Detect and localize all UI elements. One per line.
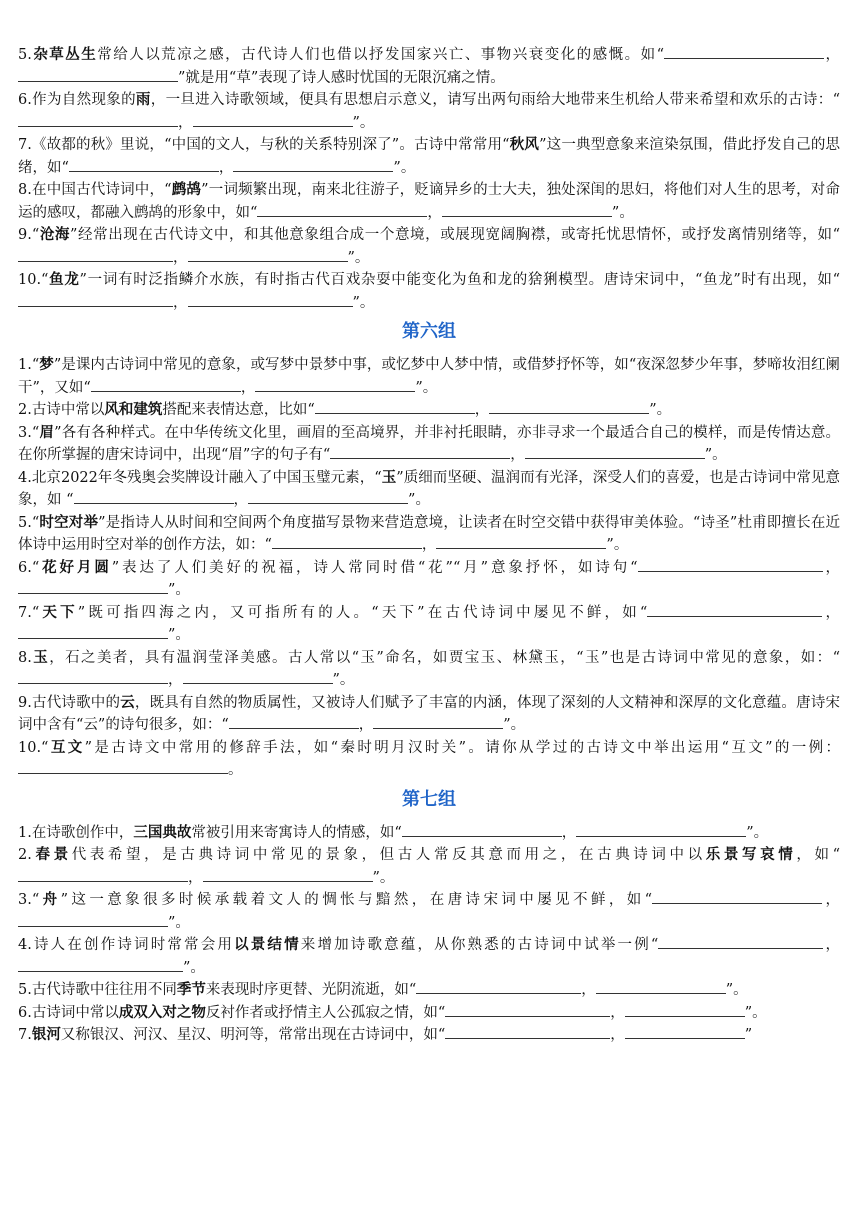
question-text: ”。 — [168, 627, 190, 643]
keyword-text: 天下 — [39, 603, 78, 621]
question-item — [18, 889, 840, 934]
question-text: 10.“ — [18, 739, 49, 756]
question-text: ”。 — [408, 492, 430, 508]
question-text: ， — [173, 249, 188, 266]
keyword-text: 梦 — [39, 356, 54, 373]
keyword-text: 季节 — [176, 981, 206, 998]
keyword-text: 乐景写哀情 — [705, 846, 797, 863]
answer-blank[interactable] — [416, 979, 581, 994]
question-text: ”。 — [744, 1004, 767, 1021]
question-text: ”各有各种样式。在中华传统文化里，画眉的至高境界，并非衬托眼睛，亦非寻求一个最适合自己的模样，而是传情达意。在你所掌握的唐宋诗词中，出现“眉”字的句子有“ — [18, 424, 841, 463]
question-text: 9.“ — [18, 227, 40, 243]
question-text: ， — [822, 604, 841, 621]
answer-blank[interactable] — [18, 247, 173, 262]
question-item — [18, 934, 840, 979]
question-text: 7.“ — [18, 604, 40, 621]
question-item — [18, 557, 840, 602]
answer-blank[interactable] — [658, 934, 823, 949]
question-item — [18, 979, 840, 1002]
question-text: ”。 — [606, 537, 629, 553]
answer-blank[interactable] — [373, 714, 503, 729]
question-text: 反衬作者或抒情主人公孤寂之情，如“ — [205, 1004, 446, 1021]
question-text: 7.《故都的秋》里说，“中国的文人，与秋的关系特别深了”。古诗中常常用“ — [18, 137, 510, 153]
keyword-text: 时空对举 — [39, 513, 99, 531]
answer-blank[interactable] — [91, 377, 241, 392]
answer-blank[interactable] — [652, 889, 822, 904]
answer-blank[interactable] — [69, 157, 219, 172]
question-item — [18, 512, 840, 557]
answer-blank[interactable] — [18, 912, 168, 927]
answer-blank[interactable] — [18, 112, 178, 127]
group-title: 第七组 — [402, 788, 456, 810]
answer-blank[interactable] — [272, 534, 422, 549]
question-text: ”。 — [168, 914, 190, 931]
keyword-text: 杂草丛生 — [31, 46, 98, 63]
question-text: ”。 — [704, 447, 727, 463]
keyword-text: 沧海 — [39, 226, 71, 243]
answer-blank[interactable] — [229, 714, 359, 729]
answer-blank[interactable] — [647, 602, 822, 617]
question-text: ”就是用“草”表现了诗人感时忧国的无限沉痛之情。 — [178, 69, 505, 86]
question-text: ”。 — [168, 582, 190, 598]
question-text: 10.“ — [18, 272, 49, 288]
question-text: 常被引用来寄寓诗人的情感，如“ — [191, 824, 402, 841]
question-item — [18, 844, 840, 889]
answer-blank[interactable] — [315, 399, 475, 414]
question-text: ， — [822, 892, 841, 908]
question-text: ”。 — [649, 402, 672, 418]
question-text: ”。 — [332, 672, 355, 688]
question-text: 。 — [228, 762, 243, 778]
question-text: ”经常出现在古代诗文中，和其他意象组合成一个意境，或展现宽阔胸襟，或寄托忧思情怀，或抒发离情别绪等，如“ — [70, 227, 841, 243]
question-text: 6.作为自然现象的 — [18, 92, 136, 108]
answer-blank[interactable] — [576, 822, 746, 837]
question-text: 8. — [18, 649, 32, 666]
answer-blank[interactable] — [402, 822, 562, 837]
keyword-text: 以景结情 — [234, 936, 301, 953]
answer-blank[interactable] — [525, 444, 705, 459]
question-text: ， — [581, 982, 596, 998]
group-title: 第六组 — [402, 321, 456, 342]
answer-blank[interactable] — [445, 1024, 610, 1039]
question-text: ， — [173, 294, 188, 311]
answer-blank[interactable] — [18, 67, 178, 82]
answer-blank[interactable] — [625, 1002, 745, 1017]
answer-blank[interactable] — [193, 112, 353, 127]
question-text: ， — [421, 537, 437, 553]
question-text: ”这一意象很多时候承载着文人的惆怅与黯然，在唐诗宋词中屡见不鲜，如“ — [60, 892, 653, 908]
question-item — [18, 647, 840, 692]
answer-blank[interactable] — [18, 759, 228, 774]
question-text: ， — [561, 824, 577, 841]
answer-blank[interactable] — [18, 579, 168, 594]
question-item — [18, 692, 840, 737]
answer-blank[interactable] — [183, 669, 333, 684]
question-text: ， — [168, 672, 183, 688]
answer-blank[interactable] — [18, 957, 183, 972]
question-item — [18, 134, 840, 179]
question-text: 2.古诗中常以 — [18, 402, 105, 418]
question-text: ， — [822, 559, 841, 576]
keyword-text: 互文 — [48, 738, 85, 756]
keyword-text: 鱼龙 — [48, 271, 80, 288]
question-text: 常给人以荒凉之感，古代诗人们也借以抒发国家兴亡、事物兴衰变化的感慨。如“ — [97, 47, 665, 63]
answer-blank[interactable] — [442, 202, 612, 217]
question-text: ， — [510, 447, 525, 463]
question-text: ” — [744, 1027, 753, 1043]
question-text: ， — [427, 204, 442, 221]
question-text: ， — [824, 47, 840, 63]
answer-blank[interactable] — [188, 292, 353, 307]
answer-blank[interactable] — [233, 157, 393, 172]
question-text: ”是古诗文中常用的修辞手法，如“秦时明月汉时关”。请你从学过的古诗文中举出运用“互文”的一例： — [84, 739, 841, 756]
question-item — [18, 179, 840, 224]
question-text: 4.诗人在创作诗词时常常会用 — [18, 937, 235, 953]
question-item — [18, 269, 840, 314]
question-text: ”。 — [372, 869, 395, 886]
question-text: 6.“ — [18, 559, 40, 576]
question-text: 搭配来表情达意，比如“ — [162, 402, 315, 418]
question-text: ”。 — [725, 982, 748, 998]
question-text: ”。 — [347, 249, 370, 266]
question-text: ”既可指四海之内，又可指所有的人。“天下”在古代诗词中屡见不鲜，如“ — [77, 604, 648, 621]
answer-blank[interactable] — [248, 489, 408, 504]
keyword-text: 舟 — [39, 891, 61, 908]
question-text: 1.“ — [18, 357, 40, 373]
question-text: ”。 — [415, 379, 438, 396]
question-text: ”这一典型意象来渲染氛围，借此抒发自己的思绪，如“ — [18, 137, 840, 176]
question-text: ”。 — [352, 114, 375, 131]
question-text: 9.古代诗歌中的 — [18, 694, 121, 711]
keyword-text: 银河 — [31, 1026, 61, 1043]
question-item — [18, 224, 840, 269]
question-text: ”一词频繁出现，南来北往游子，贬谪异乡的士大夫，独处深闺的思妇，将他们对人生的思考，对命运的感叹，都融入鹧鸪的形象中，如“ — [18, 182, 840, 221]
question-text: ， — [188, 869, 203, 886]
question-text: ”质细而坚硬、温润而有光泽，深受人们的喜爱，也是古诗词中常见意象，如 “ — [18, 469, 840, 508]
answer-blank[interactable] — [203, 867, 373, 882]
question-text: ”是课内古诗词中常见的意象，或写梦中景梦中事，或忆梦中人梦中情，或借梦抒怀等，如“夜深忽梦少年事，梦啼妆泪红阑干”，又如“ — [18, 357, 840, 396]
question-text: 3.“ — [18, 424, 40, 441]
question-text: 8.在中国古代诗词中，“ — [18, 182, 172, 198]
question-text: ”。 — [352, 294, 375, 311]
question-item — [18, 354, 840, 399]
answer-blank[interactable] — [625, 1024, 745, 1039]
question-text: 4.北京2022年冬残奥会奖牌设计融入了中国玉璧元素，“ — [18, 469, 382, 486]
question-text: 7. — [18, 1027, 32, 1043]
answer-blank[interactable] — [489, 399, 649, 414]
question-text: ， — [240, 379, 256, 396]
question-text: ”一词有时泛指鳞介水族，有时指古代百戏杂耍中能变化为鱼和龙的猞猁模型。唐诗宋词中，“鱼龙”时有出现，如“ — [79, 272, 841, 288]
question-text: ，一旦进入诗歌领域，便具有思想启示意义，请写出两句雨给大地带来生机给人带来希望和欢乐的古诗：“ — [150, 92, 840, 108]
question-text: ”。 — [503, 717, 526, 733]
keyword-text: 玉 — [31, 648, 50, 666]
question-text: ”。 — [746, 824, 769, 841]
worksheet-page — [18, 44, 840, 1047]
question-item — [18, 422, 840, 467]
question-text: 6.古诗词中常以 — [18, 1004, 119, 1021]
answer-blank[interactable] — [330, 444, 510, 459]
question-item — [18, 44, 840, 89]
question-text: 2. — [18, 847, 32, 863]
keyword-text: 花好月圆 — [39, 558, 112, 576]
answer-blank[interactable] — [18, 292, 173, 307]
question-text: ”。 — [393, 159, 416, 176]
answer-blank[interactable] — [188, 247, 348, 262]
answer-blank[interactable] — [257, 202, 427, 217]
answer-blank[interactable] — [664, 44, 824, 59]
keyword-text: 三国典故 — [133, 823, 192, 841]
question-text: 来增加诗歌意蕴，从你熟悉的古诗词中试举一例“ — [300, 937, 659, 953]
keyword-text: 鹧鸪 — [171, 181, 202, 198]
question-text: 5.古代诗歌中往往用不同 — [18, 982, 177, 998]
keyword-text: 云 — [120, 693, 135, 711]
keyword-text: 春景 — [31, 846, 72, 863]
question-text: ，既具有自然的物质属性，又被诗人们赋予了丰富的内涵，体现了深刻的人文精神和深厚的文化意蕴。唐诗宋词中含有“云”的诗句很多，如：“ — [18, 694, 841, 733]
answer-blank[interactable] — [638, 557, 823, 572]
question-text: ，石之美者，具有温润莹泽美感。古人常以“玉”命名，如贾宝玉、林黛玉，“玉”也是古诗词中常见的意象，如：“ — [49, 649, 841, 666]
question-text: ”。 — [611, 204, 634, 221]
question-text: ”。 — [183, 959, 205, 976]
question-text: 来表现时序更替、光阴流逝，如“ — [205, 982, 417, 998]
question-item — [18, 467, 840, 512]
keyword-text: 眉 — [39, 423, 55, 441]
keyword-text: 玉 — [381, 468, 397, 486]
question-item — [18, 1002, 840, 1025]
answer-blank[interactable] — [18, 624, 168, 639]
answer-blank[interactable] — [18, 669, 168, 684]
question-text: ， — [610, 1004, 625, 1021]
question-text: ”是指诗人从时间和空间两个角度描写景物来营造意境，让读者在时空交错中获得审美体验。“诗圣”杜甫即擅长在近体诗中运用时空对举的创作方法，如：“ — [18, 514, 841, 553]
question-item — [18, 822, 840, 845]
question-text: ， — [610, 1027, 625, 1043]
question-item — [18, 89, 840, 134]
answer-blank[interactable] — [445, 1002, 610, 1017]
question-text: 1.在诗歌创作中， — [18, 824, 134, 841]
question-item — [18, 399, 840, 422]
keyword-text: 秋风 — [509, 136, 540, 153]
question-text: 5.“ — [18, 514, 40, 531]
answer-blank[interactable] — [255, 377, 415, 392]
question-text: ， — [474, 402, 490, 418]
question-text: 又称银汉、河汉、星汉、明河等，常常出现在古诗词中，如“ — [60, 1027, 446, 1043]
answer-blank[interactable] — [74, 489, 234, 504]
question-text: ， — [233, 492, 249, 508]
keyword-text: 风和建筑 — [104, 401, 163, 418]
question-text: 代表希望，是古典诗词中常见的景象，但古人常反其意而用之，在古典诗词中以 — [71, 847, 706, 863]
question-text: ”表达了人们美好的祝福，诗人常同时借“花”“月”意象抒怀，如诗句“ — [111, 559, 638, 576]
answer-blank[interactable] — [436, 534, 606, 549]
question-item — [18, 1024, 840, 1047]
question-text: ，如“ — [796, 847, 841, 863]
question-text: 5. — [18, 47, 32, 63]
keyword-text: 雨 — [135, 91, 151, 108]
keyword-text: 成双入对之物 — [118, 1003, 206, 1021]
question-text: ， — [358, 717, 374, 733]
question-item — [18, 737, 840, 782]
question-text: ， — [823, 937, 841, 953]
question-text: ， — [178, 114, 193, 131]
question-text: 3.“ — [18, 892, 40, 908]
question-item — [18, 602, 840, 647]
answer-blank[interactable] — [596, 979, 726, 994]
question-text: ， — [218, 159, 234, 176]
answer-blank[interactable] — [18, 867, 188, 882]
